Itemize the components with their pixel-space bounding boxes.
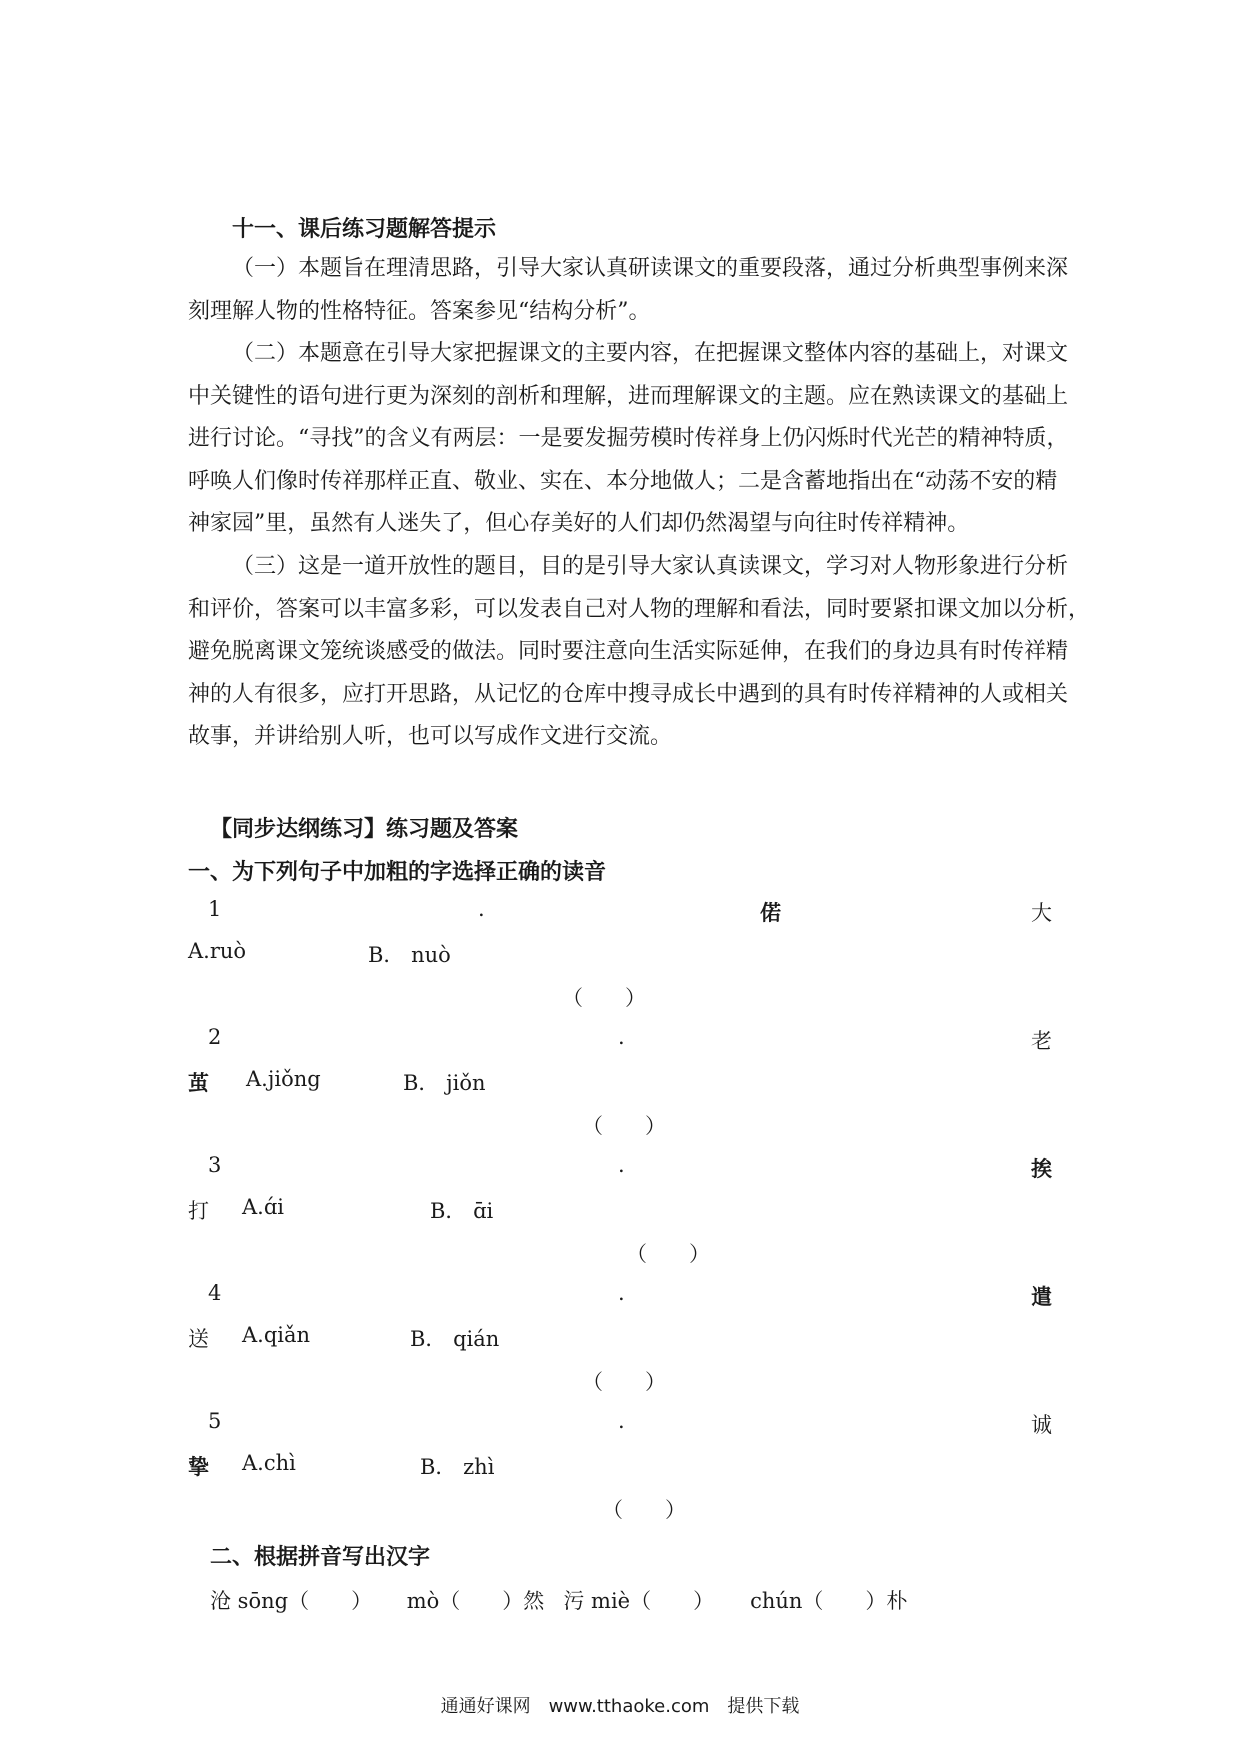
answer-blank: （ ） [602, 1498, 686, 1522]
paragraph-line: （三）这是一道开放性的题目，目的是引导大家认真读课文，学习对人物形象进行分析 [232, 554, 1069, 579]
paragraph-line: （二）本题意在引导大家把握课文的主要内容，在把握课文整体内容的基础上，对课文 [232, 341, 1069, 366]
question-row [188, 1409, 1062, 1439]
bold-character: 挨 [1031, 1156, 1052, 1181]
question-dot: . [618, 1409, 625, 1433]
options-row [188, 1195, 1062, 1225]
pinyin-item: 沧 sōng（ ） [210, 1589, 373, 1613]
question-tail-character: 打 [188, 1199, 209, 1223]
pinyin-item: mò（ ）然 [406, 1589, 545, 1613]
question-number: 2 [208, 1025, 222, 1049]
paragraph-line: 刻理解人物的性格特征。答案参见“结构分析”。 [188, 298, 651, 324]
option-a: A.chì [242, 1451, 296, 1475]
paragraph-line: （一）本题旨在理清思路，引导大家认真研读课文的重要段落，通过分析典型事例来深 [232, 256, 1069, 281]
answer-paragraph-1 [188, 248, 1069, 333]
paragraph-line: 故事，并讲给别人听，也可以写成作文进行交流。 [188, 724, 673, 749]
option-a: A.jiǒng [246, 1067, 321, 1091]
answer-blank: （ ） [582, 1370, 666, 1394]
option-b: B． ɑ̄i [430, 1199, 494, 1223]
question-number: 3 [208, 1153, 222, 1177]
paragraph-line: 呼唤人们像时传祥那样正直、敬业、实在、本分地做人；二是含蓄地指出在“动荡不安的精 [188, 468, 1058, 494]
answer-blank: （ ） [582, 1114, 666, 1138]
pinyin-item: chún（ ）朴 [750, 1589, 908, 1613]
question-dot: . [618, 1281, 625, 1305]
question-dot: . [618, 1153, 625, 1177]
question-dot: . [618, 1025, 625, 1049]
question-dot: . [478, 897, 485, 921]
question-tail-character: 大 [1031, 901, 1052, 925]
option-a: A.ruò [188, 939, 247, 963]
paragraph-line: 进行讨论。“寻找”的含义有两层：一是要发掘劳模时传祥身上仍闪烁时代光芒的精神特质， [188, 426, 1069, 451]
option-b: B． qián [410, 1327, 500, 1351]
question-tail-character: 诚 [1031, 1413, 1052, 1437]
bold-character: 偌 [760, 900, 781, 925]
bold-character: 挚 [188, 1454, 209, 1479]
question-number: 5 [208, 1409, 222, 1433]
answer-paragraph-3 [188, 546, 1091, 759]
paragraph-line: 神的人有很多，应打开思路，从记忆的仓库中搜寻成长中遇到的具有时传祥精神的人或相关 [188, 681, 1069, 707]
bold-character: 茧 [188, 1070, 209, 1095]
paragraph-line: 避免脱离课文笼统谈感受的做法。同时要注意向生活实际延伸，在我们的身边具有时传祥精 [188, 639, 1069, 664]
bold-character: 遣 [1031, 1284, 1052, 1309]
paragraph-line: 和评价，答案可以丰富多彩，可以发表自己对人物的理解和看法，同时要紧扣课文加以分析， [188, 596, 1091, 622]
question-tail-character: 送 [188, 1327, 209, 1351]
question-row [188, 1153, 1062, 1183]
paragraph-line: 中关键性的语句进行更为深刻的剖析和理解，进而理解课文的主题。应在熟读课文的基础上 [188, 383, 1069, 409]
options-row [188, 1067, 1062, 1097]
answer-blank: （ ） [562, 986, 646, 1010]
paragraph-line: 神家园”里，虽然有人迷失了，但心存美好的人们却仍然渴望与向往时传祥精神。 [188, 511, 970, 536]
page-footer: 通通好课网 www.tthaoke.com 提供下载 [440, 1696, 800, 1717]
question-row [188, 1025, 1062, 1055]
option-a: A.ɑ́i [242, 1195, 284, 1219]
options-row [188, 1323, 1062, 1353]
option-b: B． jiǒn [403, 1071, 486, 1095]
pinyin-item: 污 miè（ ） [563, 1589, 715, 1613]
option-a: A.qiǎn [242, 1323, 311, 1347]
practice-title: 【同步达纲练习】练习题及答案 [210, 817, 519, 842]
options-row [188, 1451, 1062, 1481]
pinyin-items-row [210, 1585, 907, 1615]
answer-paragraph-2 [188, 333, 1069, 546]
part1-title: 一、为下列句子中加粗的字选择正确的读音 [188, 860, 607, 885]
question-row [188, 897, 1062, 927]
option-b: B． nuò [368, 943, 451, 967]
part2-title: 二、根据拼音写出汉字 [210, 1545, 431, 1570]
section-title: 十一、课后练习题解答提示 [232, 217, 497, 242]
question-tail-character: 老 [1031, 1029, 1052, 1053]
answer-blank: （ ） [626, 1242, 710, 1266]
options-row [188, 939, 1062, 969]
question-number: 4 [208, 1281, 222, 1305]
question-number: 1 [208, 897, 222, 921]
option-b: B． zhì [420, 1455, 495, 1479]
question-row [188, 1281, 1062, 1311]
